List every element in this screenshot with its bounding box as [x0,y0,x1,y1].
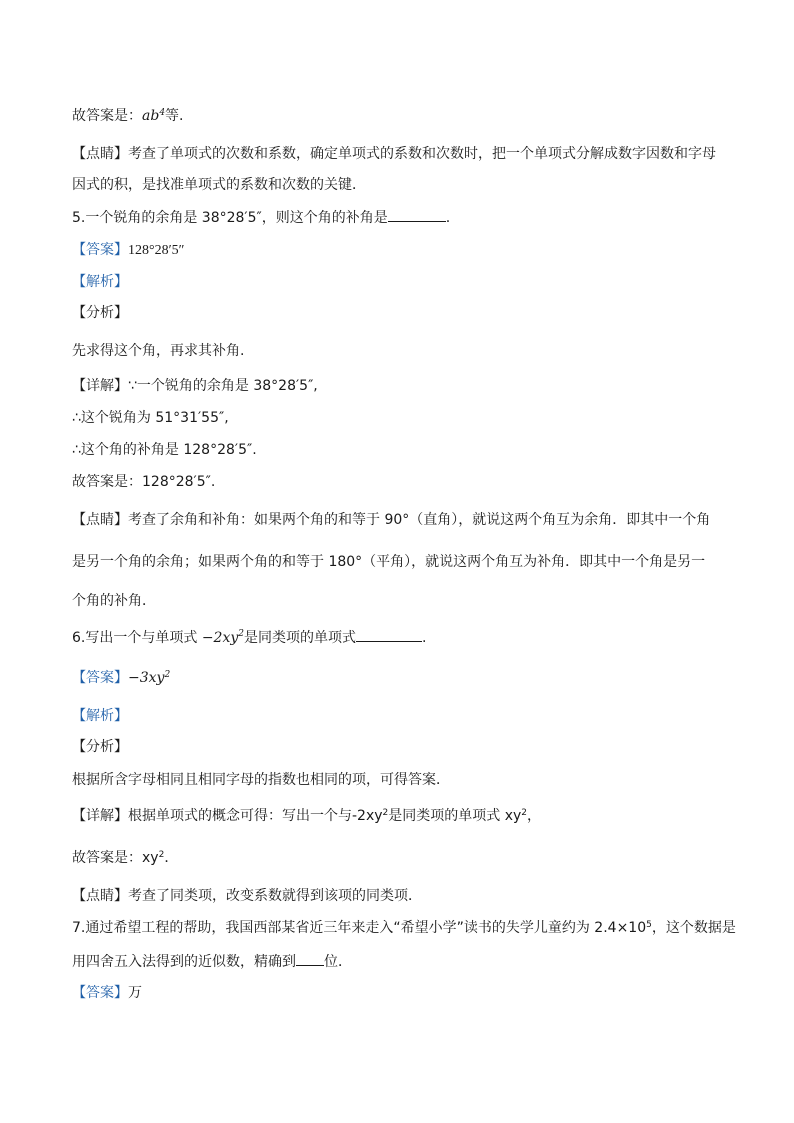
q6-conclusion-suffix: ． [164,850,179,866]
q5-dianjing-line1 [72,510,710,530]
q6-xiangjie-mid: 是同类项的单项式 xy [388,808,522,824]
q6-question-math-exp: 2 [238,629,244,639]
q7-answer-blank [296,951,324,966]
q6-question [72,627,426,648]
q5-xiangjie-line1 [72,376,318,396]
q7-line1-prefix: 7.通过希望工程的帮助，我国西部某省近三年来走入“希望小学”读书的失学儿童约为 2.4×10 [72,920,647,936]
q5-xiangjie-line2: ∴这个锐角为 51°31′55″, [72,410,229,426]
q6-question-end: . [422,630,427,646]
q6-conclusion-exp: 2 [158,850,165,860]
q6-jiexi-tag: 【解析】 [72,708,128,724]
q5-jiexi-tag: 【解析】 [72,274,128,290]
q5-dianjing-line2: 是另一个角的余角；如果两个角的和等于 180°（平角），就说这两个角互为补角．即其中一个角是另一 [72,554,706,570]
q6-answer-math-exp: 2 [164,670,171,680]
q6-xiangjie-tag: 【详解】 [72,808,128,824]
q5-question-text: 5.一个锐角的余角是 38°28′5″，则这个角的补角是 [72,210,388,226]
q5-answer-value: 128°28′5″ [128,243,185,258]
q6-question-suffix: 是同类项的单项式 [244,630,356,646]
q5-conclusion: 故答案是：128°28′5″. [72,474,216,490]
q6-fenxi-text: 根据所含字母相同且相同字母的指数也相同的项，可得答案． [72,772,450,788]
q6-answer-blank [356,627,422,642]
q7-line1-suffix: ，这个数据是 [651,920,736,936]
q5-dianjing-tag: 【点睛】 [72,512,128,528]
prev-answer-line [72,106,184,126]
q7-answer-value: 万 [128,985,142,1001]
q5-fenxi-text: 先求得这个角，再求其补角. [72,343,245,359]
prev-answer-math [142,108,165,124]
q5-xiangjie-tag: 【详解】 [72,378,128,394]
q6-answer [72,668,170,688]
q6-answer-tag: 【答案】 [72,670,128,686]
q5-answer-blank [388,207,446,222]
prev-dianjing-text1: 考查了单项式的次数和系数，确定单项式的系数和次数时，把一个单项式分解成数字因数和字母 [128,146,716,162]
q5-answer [72,240,185,261]
q7-line2-suffix: 位． [324,954,352,970]
q6-fenxi-tag: 【分析】 [72,739,128,755]
q6-dianjing-tag: 【点睛】 [72,888,128,904]
q6-conclusion [72,848,178,868]
q6-xiangjie-exp1: 2 [382,808,389,818]
q5-dianjing-line3: 个角的补角． [72,593,156,609]
q7-question-line1 [72,918,736,938]
prev-dianjing-line2: 因式的积，是找准单项式的系数和次数的关键． [72,177,366,193]
q5-question-end: . [445,210,451,226]
q7-line2-prefix: 用四舍五入法得到的近似数，精确到 [72,954,296,970]
q5-dianjing-text1: 考查了余角和补角：如果两个角的和等于 90°（直角），就说这两个角互为余角．即其中一个角 [128,512,711,528]
q7-question-line2 [72,951,352,972]
q6-question-prefix: 6.写出一个与单项式 [72,630,198,646]
prev-answer-suffix: 等. [165,108,184,124]
q5-xiangjie-line3: ∴这个角的补角是 128°28′5″. [72,442,257,458]
q6-dianjing-text: 考查了同类项，改变系数就得到该项的同类项． [128,888,422,904]
q6-xiangjie-exp2: 2 [521,808,528,818]
q6-xiangjie-suffix: ， [527,808,542,824]
q7-answer-tag: 【答案】 [72,985,128,1001]
q7-line1-exp: 5 [646,920,652,930]
prev-dianjing-line1 [72,144,716,164]
q5-xiangjie-text1: ∵一个锐角的余角是 38°28′5″, [128,378,318,394]
q5-fenxi-tag: 【分析】 [72,305,128,321]
q6-conclusion-prefix: 故答案是：xy [72,850,159,866]
q7-answer [72,983,142,1003]
prev-dianjing-tag: 【点睛】 [72,146,128,162]
prev-answer-prefix: 故答案是： [72,108,142,124]
q5-question [72,207,450,228]
prev-answer-math-exp: 4 [159,108,166,118]
q5-answer-tag: 【答案】 [72,242,128,258]
q6-question-math [202,630,244,646]
q6-xiangjie-prefix: 根据单项式的概念可得：写出一个与-2xy [128,808,383,824]
q6-answer-math [128,670,170,686]
q6-dianjing [72,886,422,906]
q6-answer-math-base: −3xy [128,670,165,686]
prev-answer-math-base: ab [142,108,160,124]
q6-xiangjie [72,806,541,826]
q6-question-math-base: −2xy [201,630,239,646]
